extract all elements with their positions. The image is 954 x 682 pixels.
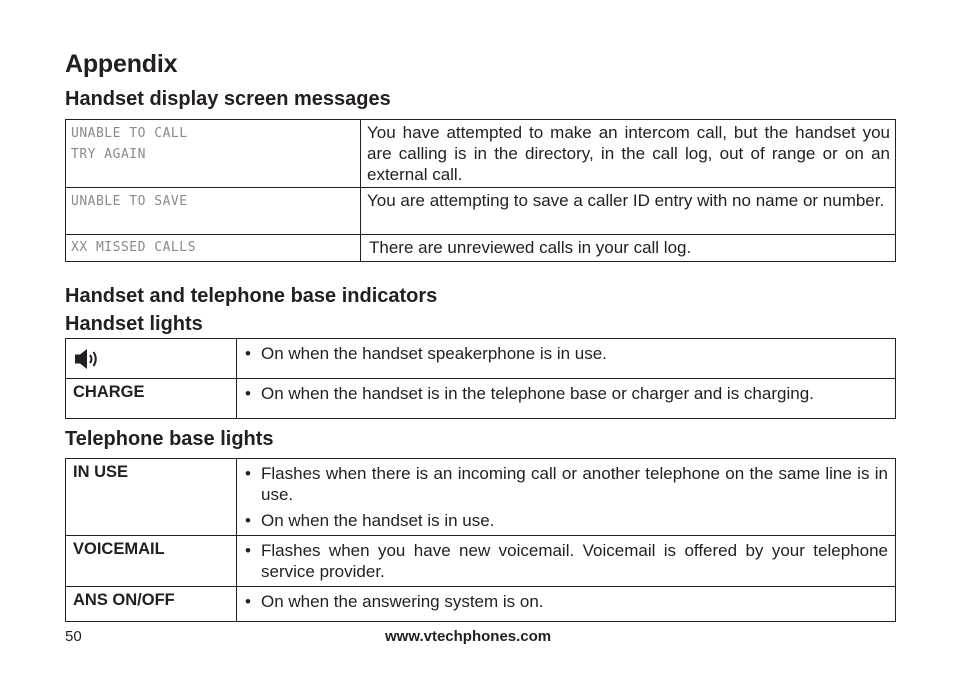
bullet: •: [245, 511, 251, 530]
screen-line: UNABLE TO SAVE: [71, 194, 188, 209]
light-label: VOICEMAIL: [66, 536, 237, 587]
page-number: 50: [65, 628, 82, 645]
table-row: [66, 587, 896, 622]
message-description: You have attempted to make an intercom call, but the handset you are calling is in the directory, in the call log, out of range or on an external call.: [361, 120, 896, 188]
list-item: • On when the answering system is on.: [245, 592, 544, 611]
table-row: [66, 120, 896, 188]
screen-line: UNABLE TO CALL: [71, 126, 188, 141]
list-item: • On when the handset is in use.: [245, 511, 495, 530]
screen-line: XX MISSED CALLS: [71, 240, 196, 255]
list-item: • On when the handset is in the telephone base or charger and is charging.: [245, 384, 814, 403]
base-lights-table: [65, 458, 896, 622]
message-description: There are unreviewed calls in your call log.: [361, 235, 896, 262]
table-row: [66, 235, 896, 262]
table-row: [66, 536, 896, 587]
message-description: You are attempting to save a caller ID entry with no name or number.: [361, 188, 896, 235]
handset-lights-table: [65, 338, 896, 419]
table-row: [66, 339, 896, 379]
light-description: [237, 536, 896, 587]
screen-message: [66, 120, 361, 188]
speaker-icon: [74, 358, 102, 375]
light-label: IN USE: [66, 459, 237, 536]
speaker-light-cell: [66, 339, 237, 379]
table-row: [66, 188, 896, 235]
display-messages-heading: Handset display screen messages: [65, 88, 391, 110]
indicators-heading: Handset and telephone base indicators: [65, 285, 438, 307]
screen-message: [66, 188, 361, 235]
footer-url: www.vtechphones.com: [385, 628, 552, 645]
page-title: Appendix: [65, 50, 178, 78]
light-description: [237, 379, 896, 419]
bullet: •: [245, 464, 251, 483]
light-label: ANS ON/OFF: [66, 587, 237, 622]
handset-lights-heading: Handset lights: [65, 313, 203, 335]
bullet: •: [245, 384, 251, 403]
display-messages-table: [65, 119, 896, 262]
base-lights-heading: Telephone base lights: [65, 428, 274, 450]
list-item: • Flashes when you have new voicemail. Voicemail is offered by your telephone service provider.: [245, 541, 888, 581]
light-label: CHARGE: [66, 379, 237, 419]
light-description: [237, 587, 896, 622]
light-description: [237, 339, 896, 379]
bullet: •: [245, 344, 251, 363]
screen-line: TRY AGAIN: [71, 147, 146, 162]
list-item: • On when the handset speakerphone is in use.: [245, 344, 607, 363]
light-description: [237, 459, 896, 536]
list-item: • Flashes when there is an incoming call or another telephone on the same line is in use.: [245, 464, 888, 504]
bullet: •: [245, 541, 251, 560]
table-row: [66, 379, 896, 419]
screen-message: [66, 235, 361, 262]
bullet: •: [245, 592, 251, 611]
table-row: [66, 459, 896, 536]
